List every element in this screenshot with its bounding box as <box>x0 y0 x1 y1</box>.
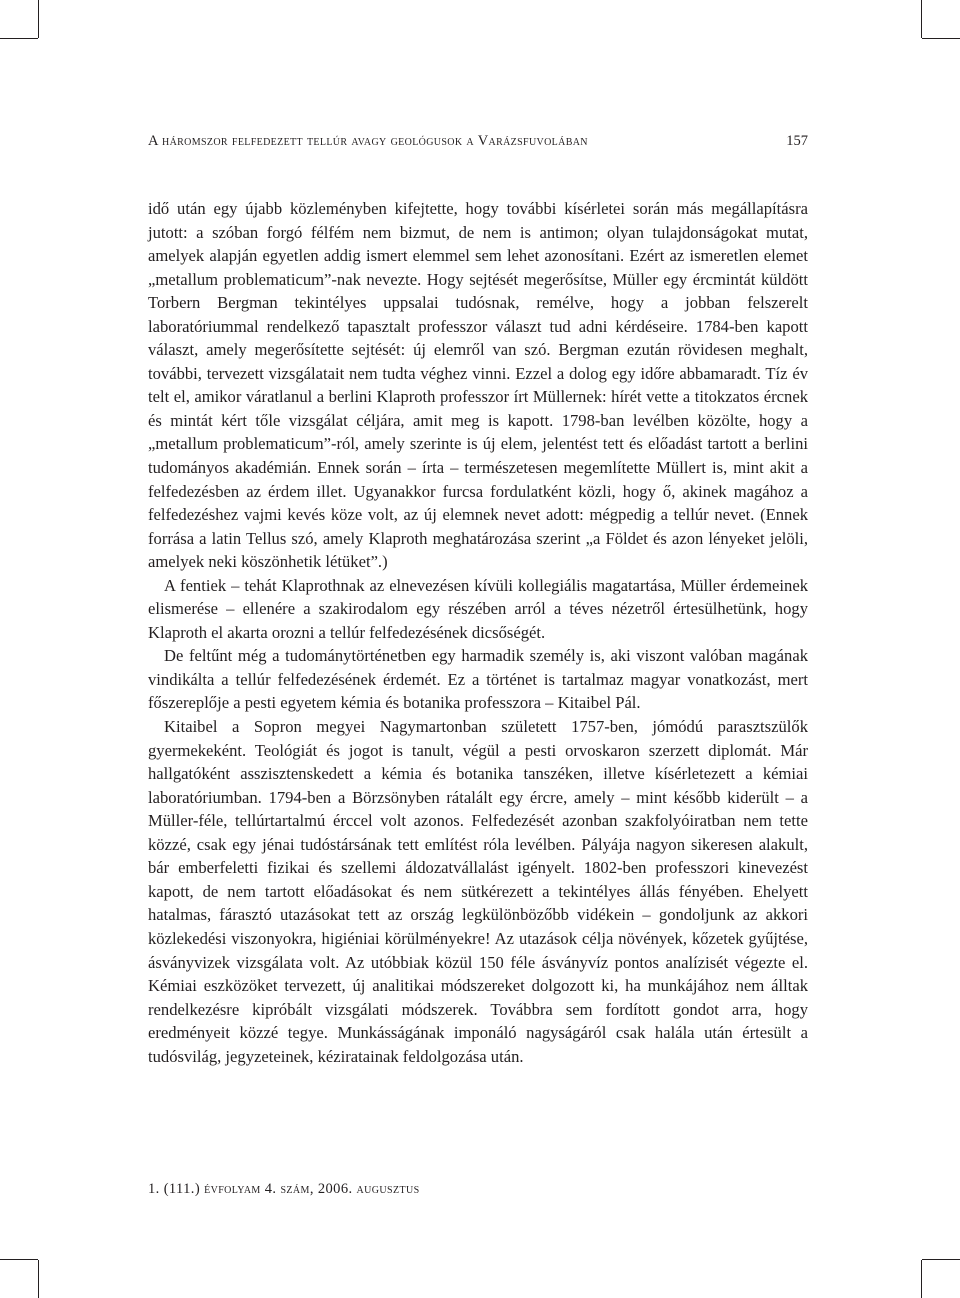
crop-mark-bottom-left-h <box>0 1259 38 1260</box>
crop-mark-top-left-v <box>38 0 39 38</box>
crop-mark-bottom-right-v <box>921 1260 922 1298</box>
crop-mark-top-right-v <box>921 0 922 38</box>
article-body <box>148 197 808 1068</box>
crop-mark-top-left-h <box>0 38 38 39</box>
paragraph-continuation: idő után egy újabb közleményben kifejtette, hogy további kísérletei során más megállapításra jutott: a szóban forgó félfém nem bizmut, de nem is antimon; olyan tulajdonságokat mutat, amelyek alapján egyetlen addig ismert elemmel sem lehet azonosítani. Ezért az ismeretlen elemet „metallum problematicum”-nak nevezte. Hogy sejtését megerősítse, Müller egy ércmintát küldött Torbern Bergman tekintélyes uppsalai tudósnak, remélve, hogy a jobban felszerelt laboratóriummal rendelkező tapasztalt professzor választ tud adni kérdéseire. 1784-ben kapott választ, amely megerősítette sejtését: új elemről van szó. Bergman ezután rövidesen meghalt, további, tervezett vizsgálatait nem tudta véghez vinni. Ezzel a dolog egy időre abbamaradt. Tíz év telt el, amikor váratlanul a berlini Klaproth professzor írt Müllernek: hírét vette a titokzatos ércnek és mintát kért tőle vizsgálat céljára, amit meg is kapott. 1798-ban levélben közölte, hogy a „metallum problematicum”-ról, amely szerinte is új elem, jelentést tett és előadást tartott a berlini tudományos akadémián. Ennek során – írta – természetesen megemlítette Müllert is, mint akit a felfedezésben az érdem illet. Ugyanakkor furcsa fordulatként közli, hogy ő, akinek magához a felfedezéshez vajmi kevés köze volt, az új elemnek nevet adott: mégpedig a tellúr nevet. (Ennek forrása a latin Tellus szó, amely Klaproth meghatározása szerint „a Földet és azon lényeket jelöli, amelyek neki köszönhetik létüket”.) <box>148 199 808 572</box>
crop-mark-bottom-right-h <box>922 1259 960 1260</box>
crop-mark-bottom-left-v <box>38 1260 39 1298</box>
paragraph-third-person: De feltűnt még a tudománytörténetben egy harmadik személy is, aki viszont valóban magának vindikálta a tellúr felfedezésének érdemét. Ez a történet is tartalmaz magyar vonatkozást, mert főszereplője a pesti egyetem kémia és botanika professzora – Kitaibel Pál. <box>148 646 808 713</box>
issue-footer: 1. (111.) évfolyam 4. szám, 2006. augusztus <box>148 1181 420 1197</box>
running-head: A háromszor felfedezett tellúr avagy geológusok a Varázsfuvolában <box>148 133 588 149</box>
page-number: 157 <box>786 133 808 149</box>
crop-mark-top-right-h <box>922 38 960 39</box>
paragraph-kitaibel-biography: Kitaibel a Sopron megyei Nagymartonban született 1757-ben, jómódú parasztszülők gyermekeként. Teológiát és jogot is tanult, végül a pesti orvoskaron szerzett diplomát. Már hallgatóként asszisztenskedett a kémia és botanika tanszéken, illetve kísérletezett a kémiai laboratóriumban. 1794-ben a Börzsönyben rátalált egy ércre, amely – mint később kiderült – a Müller-féle, tellúrtartalmú érccel volt azonos. Felfedezését azonban szakfolyóiratban nem tette közzé, csak egy jénai tudóstársának tett említést róla levélben. Pályája nagyon sikeresen alakult, bár emberfeletti fizikai és szellemi áldozatvállalást igényelt. 1802-ben professzori kinevezést kapott, de nem tartott előadásokat és nem sütkérezett a tekintélyes állás fényében. Ehelyett hatalmas, fárasztó utazásokat tett az ország legkülönbözőbb vidékein – gondoljunk az akkori közlekedési viszonyokra, higiéniai körülményekre! Az utazások célja növények, kőzetek gyűjtése, ásványvizek vizsgálata volt. Az utóbbiak közül 150 féle ásványvíz pontos analízisét végezte el. Kémiai eszközöket tervezett, új analitikai módszereket dolgozott ki, ha munkájához nem álltak rendelkezésre kipróbált vizsgálati módszerek. Továbbra sem fordított gondot arra, hogy eredményeit közzé tegye. Munkásságának imponáló nagyságáról csak halála után értesült a tudósvilág, jegyzeteinek, kéziratainak feldolgozása után. <box>148 717 808 1066</box>
paragraph-klaproth-conduct: A fentiek – tehát Klaprothnak az elnevezésen kívüli kollegiális magatartása, Müller érdemeinek elismerése – ellenére a szakirodalom egy részében arról a téves nézetről értesülhetünk, hogy Klaproth el akarta orozni a tellúr felfedezésének dicsőségét. <box>148 575 808 642</box>
